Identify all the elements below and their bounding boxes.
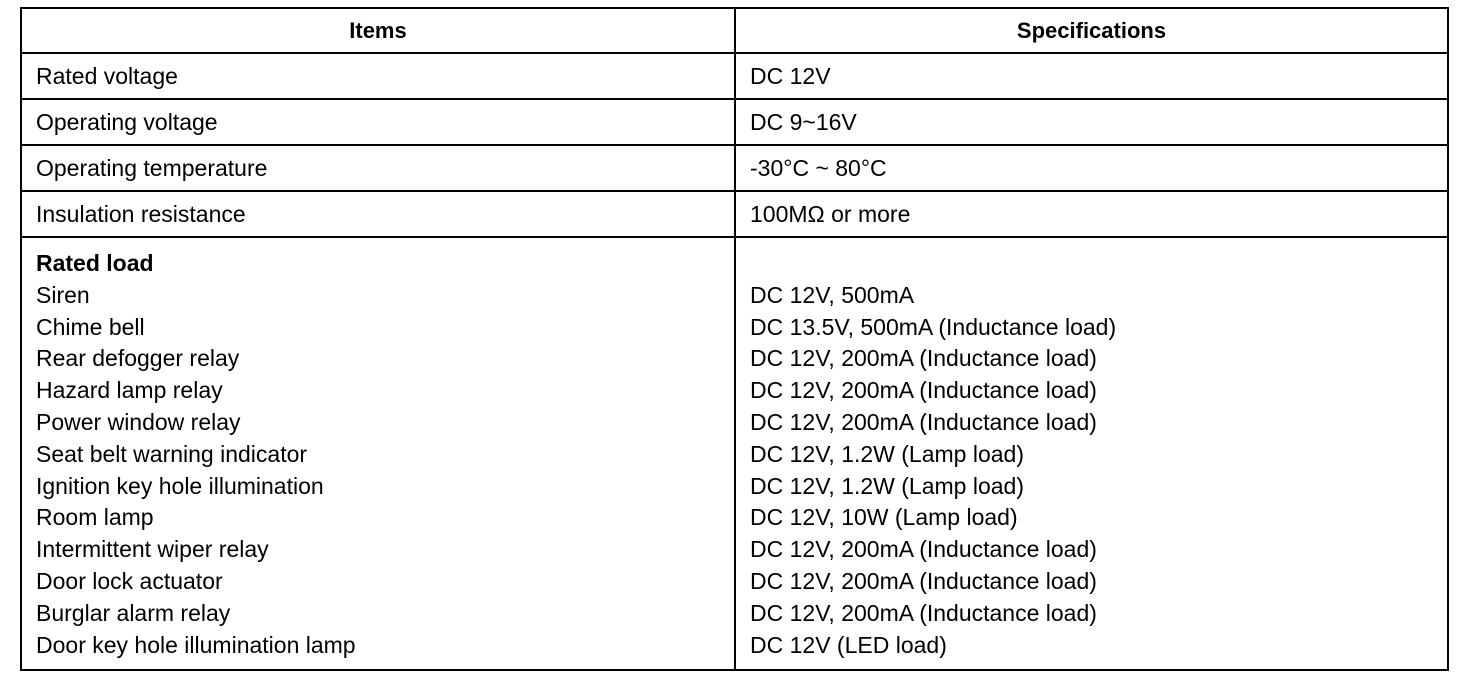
spec-cell: DC 9~16V	[735, 99, 1448, 145]
load-item-label: Ignition key hole illumination	[36, 472, 324, 499]
rated-load-items-cell	[21, 237, 735, 670]
spec-cell: 100MΩ or more	[735, 191, 1448, 237]
table-header-row	[21, 8, 1448, 53]
load-spec-spacer	[750, 248, 1433, 280]
load-item-spec: DC 12V, 500mA	[750, 281, 915, 308]
load-item-spec: DC 12V, 1.2W (Lamp load)	[750, 472, 1025, 499]
load-item-spec: DC 12V, 200mA (Inductance load)	[750, 599, 1097, 626]
load-item-spec: DC 13.5V, 500mA (Inductance load)	[750, 313, 1117, 340]
table-row	[21, 53, 1448, 99]
load-item-spec: DC 12V, 10W (Lamp load)	[750, 504, 1018, 531]
load-item-spec: DC 12V (LED load)	[750, 631, 947, 658]
load-item-spec: DC 12V, 200mA (Inductance load)	[750, 377, 1097, 404]
header-specifications: Specifications	[735, 8, 1448, 53]
load-item-label: Intermittent wiper relay	[36, 536, 269, 563]
rated-load-specs-cell	[735, 237, 1448, 670]
load-item-label: Room lamp	[36, 504, 154, 531]
table-row	[21, 191, 1448, 237]
spec-cell: -30°C ~ 80°C	[735, 145, 1448, 191]
load-item-label: Siren	[36, 281, 90, 308]
specifications-table	[20, 7, 1449, 671]
load-item-label: Door key hole illumination lamp	[36, 631, 356, 658]
load-item-label: Power window relay	[36, 408, 241, 435]
load-item-label: Hazard lamp relay	[36, 377, 223, 404]
item-cell: Insulation resistance	[21, 191, 735, 237]
item-cell: Rated voltage	[21, 53, 735, 99]
load-item-label: Rear defogger relay	[36, 345, 240, 372]
load-item-spec: DC 12V, 1.2W (Lamp load)	[750, 440, 1025, 467]
load-item-spec: DC 12V, 200mA (Inductance load)	[750, 345, 1097, 372]
load-item-label: Seat belt warning indicator	[36, 440, 308, 467]
header-items: Items	[21, 8, 735, 53]
item-cell: Operating temperature	[21, 145, 735, 191]
rated-load-heading: Rated load	[36, 250, 154, 276]
load-item-label: Door lock actuator	[36, 567, 223, 594]
table-row	[21, 99, 1448, 145]
rated-load-row	[21, 237, 1448, 670]
load-item-spec: DC 12V, 200mA (Inductance load)	[750, 408, 1097, 435]
load-item-spec: DC 12V, 200mA (Inductance load)	[750, 536, 1097, 563]
load-item-spec: DC 12V, 200mA (Inductance load)	[750, 567, 1097, 594]
item-cell: Operating voltage	[21, 99, 735, 145]
load-item-label: Burglar alarm relay	[36, 599, 231, 626]
load-item-label: Chime bell	[36, 313, 145, 340]
table-row	[21, 145, 1448, 191]
spec-cell: DC 12V	[735, 53, 1448, 99]
